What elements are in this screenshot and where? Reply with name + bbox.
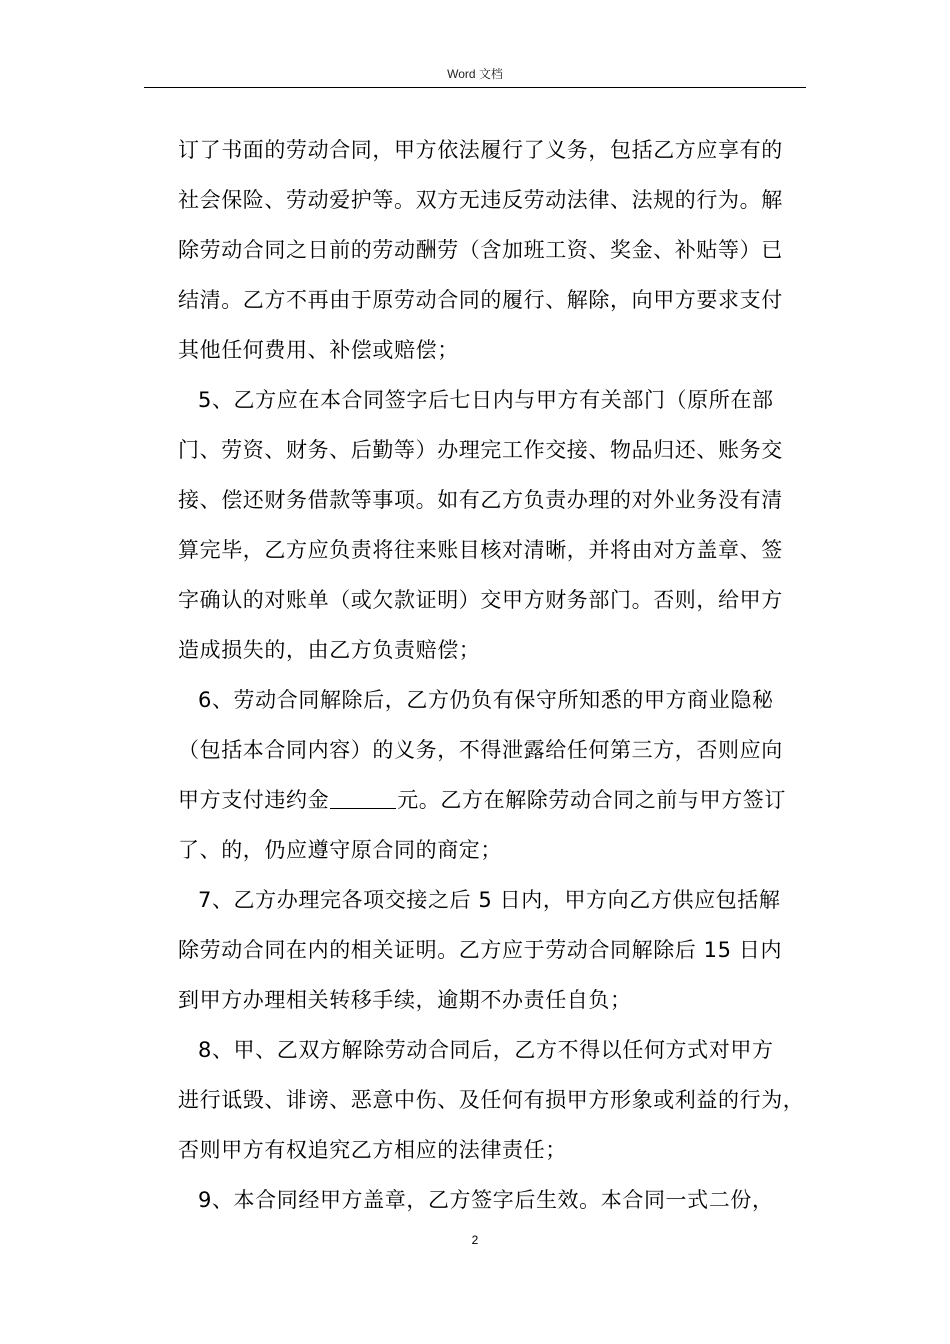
clause-6-text: 元。乙方在解除劳动合同之前与甲方签订 xyxy=(397,788,787,812)
clause-5-line: 接、偿还财务借款等事项。如有乙方负责办理的对外业务没有清 xyxy=(178,488,783,512)
document-body xyxy=(178,125,818,1225)
clause-5-line: 造成损失的，由乙方负责赔偿； xyxy=(178,638,481,662)
header-divider xyxy=(144,87,806,88)
clause-7-line: 除劳动合同在内的相关证明。乙方应于劳动合同解除后 15 日内 xyxy=(178,938,783,962)
clause-6-line: 了、的，仍应遵守原合同的商定； xyxy=(178,838,502,862)
clause-8-line: 否则甲方有权追究乙方相应的法律责任； xyxy=(178,1138,567,1162)
clause-6-text: 甲方支付违约金 xyxy=(178,788,330,812)
text-line: 社会保险、劳动爱护等。双方无违反劳动法律、法规的行为。解 xyxy=(178,188,783,212)
clause-8-line: 进行诋毁、诽谤、恶意中伤、及任何有损甲方形象或利益的行为， xyxy=(178,1088,805,1112)
page-number: 2 xyxy=(471,1233,479,1247)
clause-5-line: 算完毕，乙方应负责将往来账目核对清晰，并将由对方盖章、签 xyxy=(178,538,783,562)
clause-9-line: 9、本合同经甲方盖章，乙方签字后生效。本合同一式二份， xyxy=(198,1188,774,1212)
clause-8-line: 8、甲、乙双方解除劳动合同后，乙方不得以任何方式对甲方 xyxy=(198,1038,774,1062)
clause-5-line: 字确认的对账单（或欠款证明）交甲方财务部门。否则，给甲方 xyxy=(178,588,783,612)
clause-6-line xyxy=(178,775,818,825)
page-header: Word 文档 xyxy=(447,67,503,81)
clause-5-line: 门、劳资、财务、后勤等）办理完工作交接、物品归还、账务交 xyxy=(178,438,783,462)
text-line: 订了书面的劳动合同，甲方依法履行了义务，包括乙方应享有的 xyxy=(178,138,783,162)
clause-6-line: （包括本合同内容）的义务，不得泄露给任何第三方，否则应向 xyxy=(178,738,783,762)
clause-5-line: 5、乙方应在本合同签字后七日内与甲方有关部门（原所在部 xyxy=(198,388,774,412)
text-line: 除劳动合同之日前的劳动酬劳（含加班工资、奖金、补贴等）已 xyxy=(178,238,783,262)
text-line: 其他任何费用、补偿或赔偿； xyxy=(178,338,459,362)
penalty-amount-blank xyxy=(330,788,396,809)
text-line: 结清。乙方不再由于原劳动合同的履行、解除，向甲方要求支付 xyxy=(178,288,783,312)
clause-6-line: 6、劳动合同解除后，乙方仍负有保守所知悉的甲方商业隐秘 xyxy=(198,688,774,712)
clause-7-line: 7、乙方办理完各项交接之后 5 日内，甲方向乙方供应包括解 xyxy=(198,888,781,912)
clause-7-line: 到甲方办理相关转移手续，逾期不办责任自负； xyxy=(178,988,632,1012)
